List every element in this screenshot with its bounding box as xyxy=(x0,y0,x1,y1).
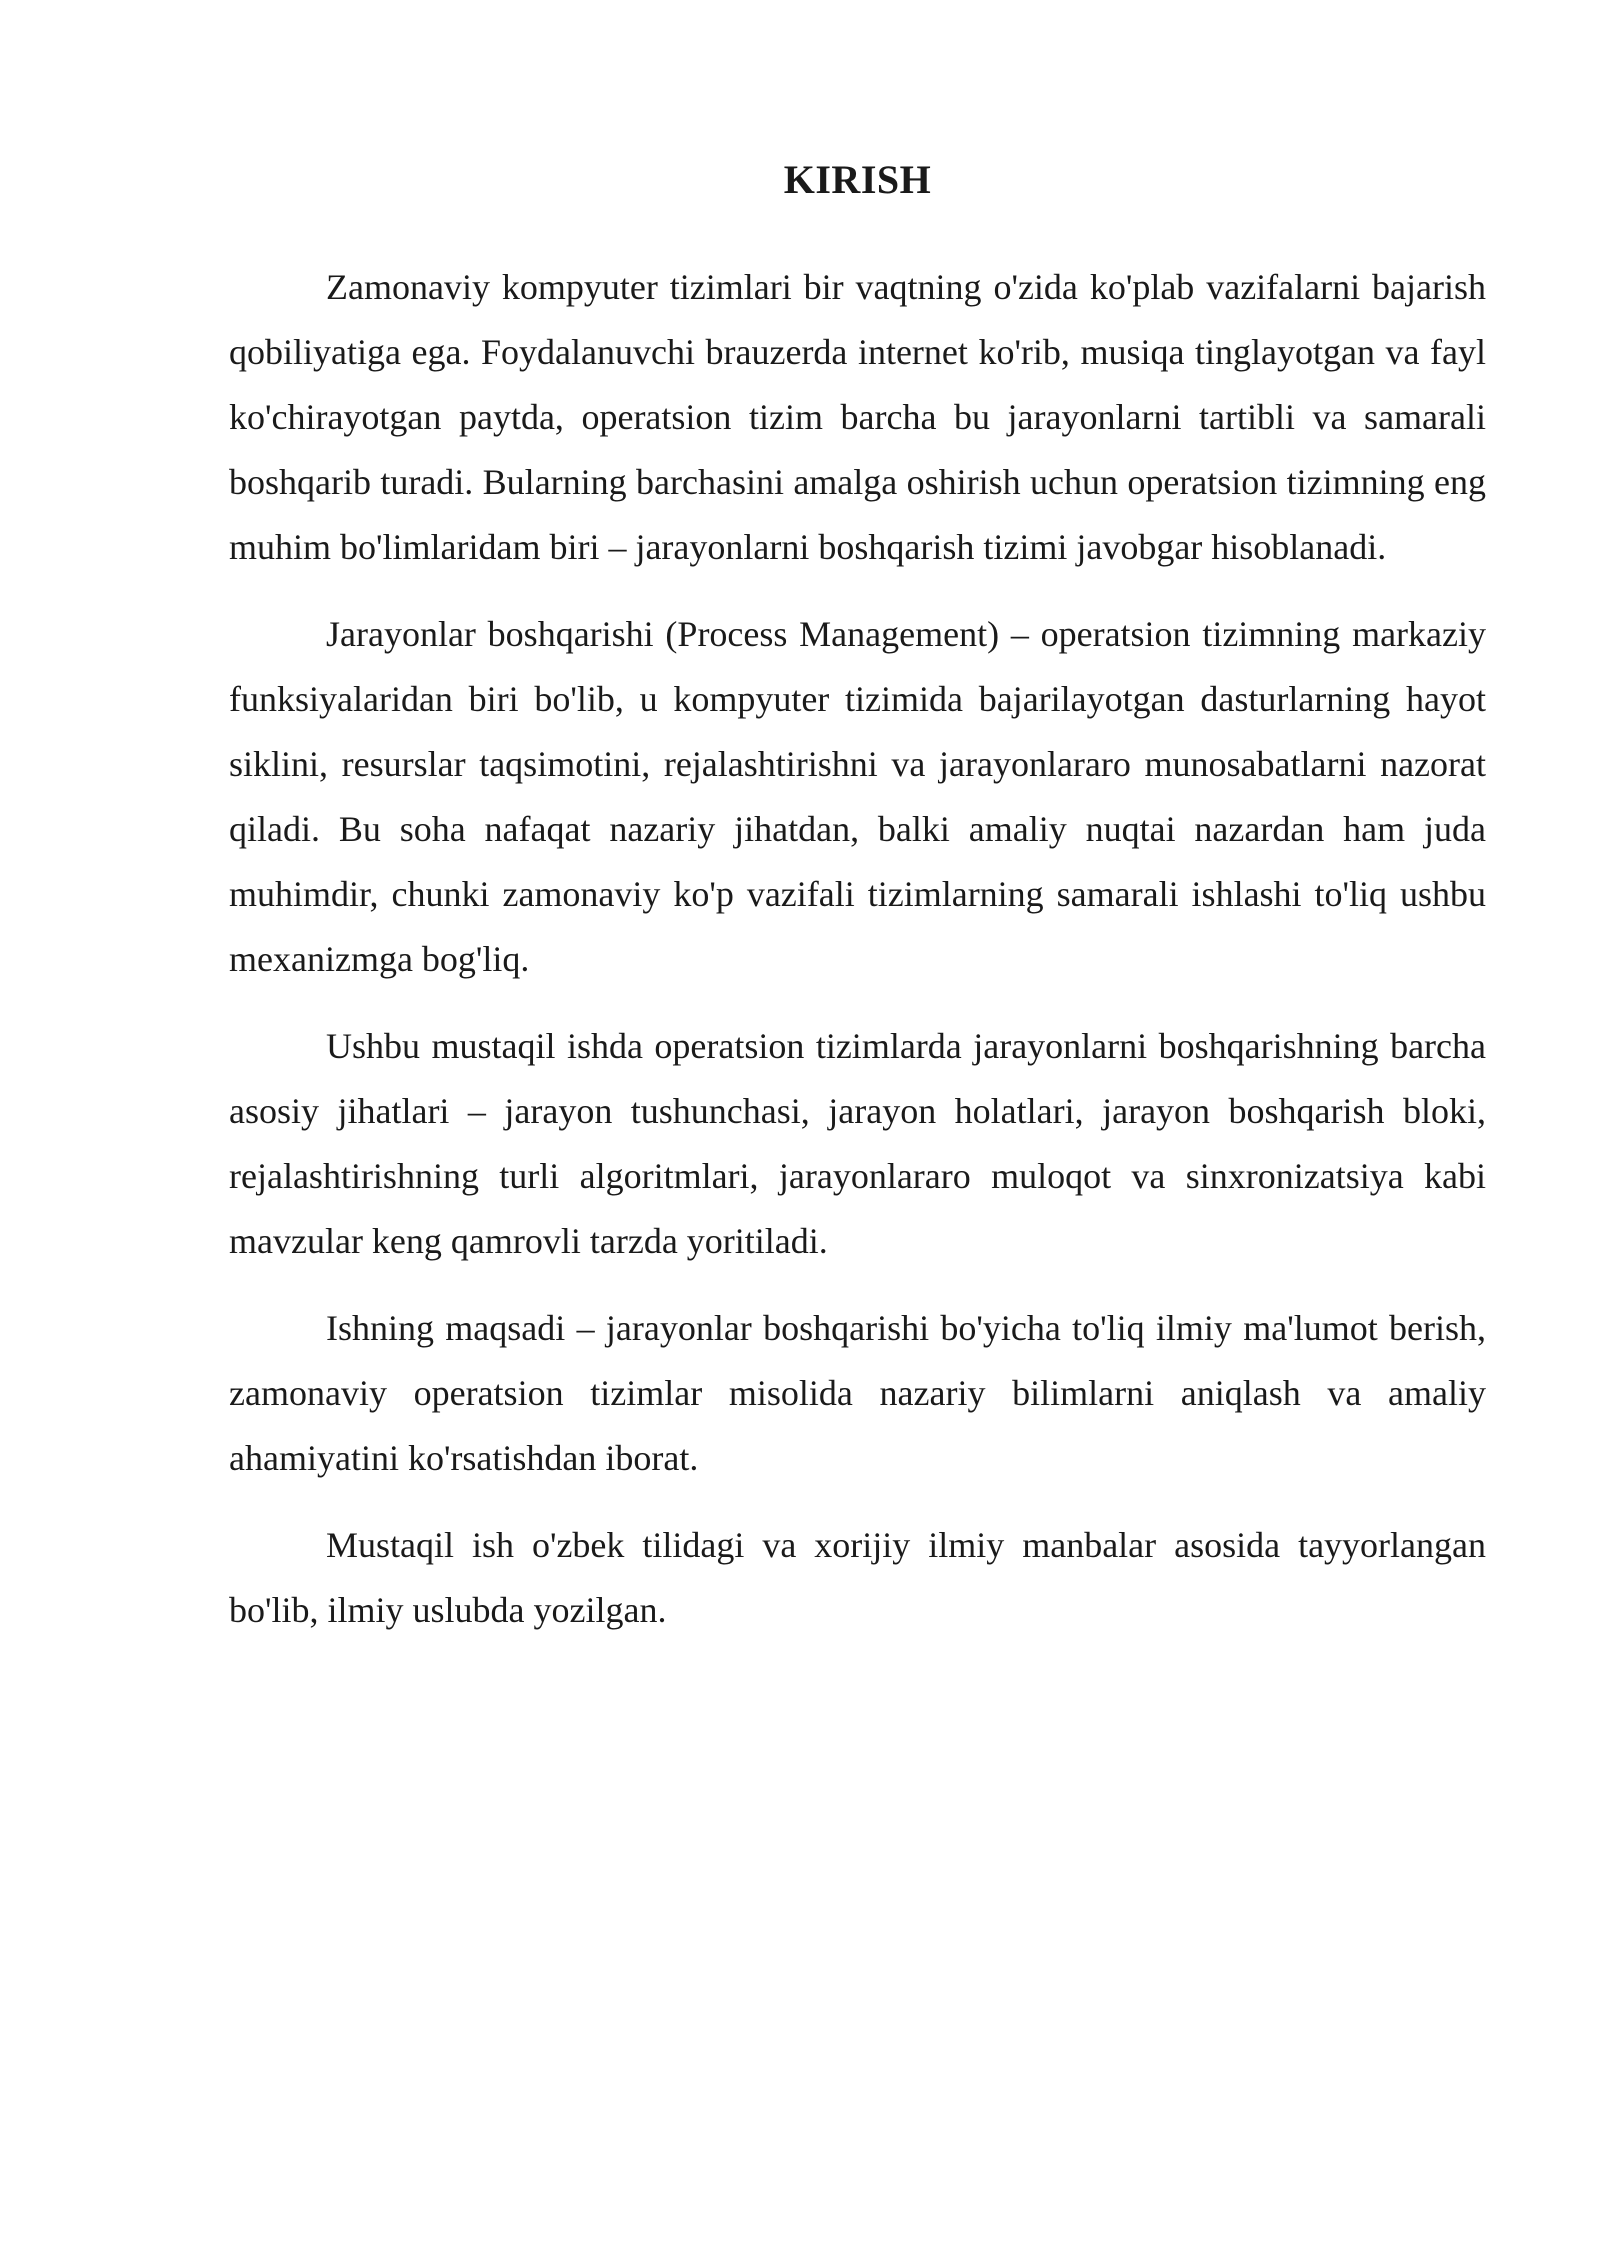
paragraph-process-management: Jarayonlar boshqarishi (Process Management) – operatsion tizimning markaziy funksiyalaridan biri bo'lib, u kompyuter tizimida bajarilayotgan dasturlarning hayot siklini, resurslar taqsimotini, rejalashtirishni va jarayonlararo munosabatlarni nazorat qiladi. Bu soha nafaqat nazariy jihatdan, balki amaliy nuqtai nazardan ham juda muhimdir, chunki zamonaviy ko'p vazifali tizimlarning samarali ishlashi to'liq ushbu mexanizmga bog'liq. xyxy=(229,614,1486,979)
paragraph-scope: Ushbu mustaqil ishda operatsion tizimlarda jarayonlarni boshqarishning barcha asosiy jihatlari – jarayon tushunchasi, jarayon holatlari, jarayon boshqarish bloki, rejalashtirishning turli algoritmlari, jarayonlararo muloqot va sinxronizatsiya kabi mavzular keng qamrovli tarzda yoritiladi. xyxy=(229,1026,1486,1261)
paragraph-sources: Mustaqil ish o'zbek tilidagi va xorijiy ilmiy manbalar asosida tayyorlangan bo'lib, ilmiy uslubda yozilgan. xyxy=(229,1525,1486,1630)
document-body xyxy=(229,150,1486,1665)
page-title: KIRISH xyxy=(783,157,932,202)
paragraph-intro: Zamonaviy kompyuter tizimlari bir vaqtning o'zida ko'plab vazifalarni bajarish qobiliyatiga ega. Foydalanuvchi brauzerda internet ko'rib, musiqa tinglayotgan va fayl ko'chirayotgan paytda, operatsion tizim barcha bu jarayonlarni tartibli va samarali boshqarib turadi. Bularning barchasini amalga oshirish uchun operatsion tizimning eng muhim bo'limlaridam biri – jarayonlarni boshqarish tizimi javobgar hisoblanadi. xyxy=(229,267,1486,567)
paragraph-goal: Ishning maqsadi – jarayonlar boshqarishi bo'yicha to'liq ilmiy ma'lumot berish, zamonaviy operatsion tizimlar misolida nazariy bilimlarni aniqlash va amaliy ahamiyatini ko'rsatishdan iborat. xyxy=(229,1308,1486,1478)
